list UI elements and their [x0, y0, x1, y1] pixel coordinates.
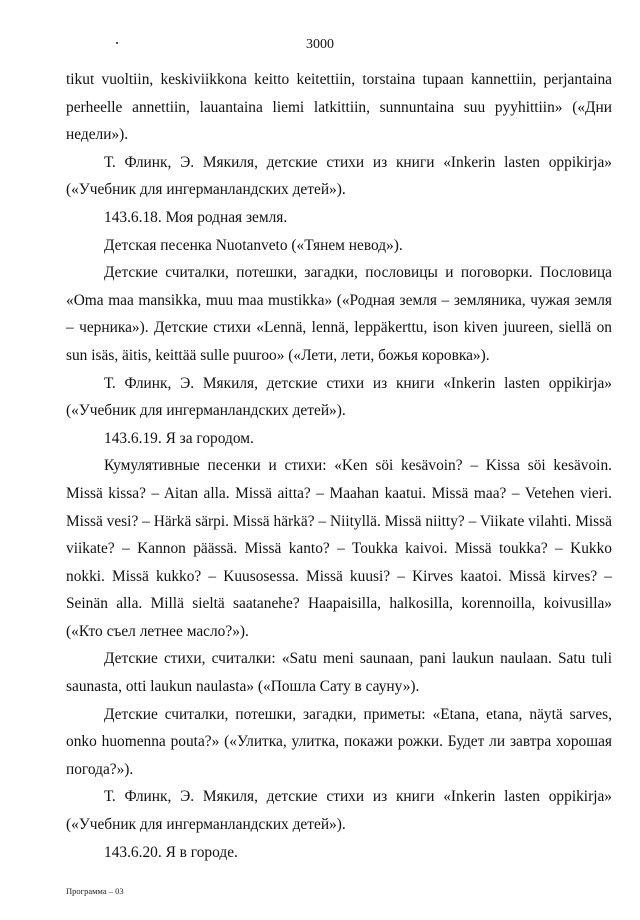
- page-number: 3000: [306, 37, 334, 52]
- section-heading-143-6-18: 143.6.18. Моя родная земля.: [104, 208, 288, 226]
- section-heading-143-6-20: 143.6.20. Я в городе.: [104, 843, 238, 861]
- paragraph-days-of-week-end: tikut vuoltiin, keskiviikkona keitto keitettiin, torstaina tupaan kannettiin, perjantaina perheelle annettiin, lauantaina liemi latkittiin, sunnuntaina suu pyyhittiin» («Дни недели»).: [66, 71, 612, 144]
- paragraph-satu-sauna: Детские стихи, считалки: «Satu meni saunaan, pani laukun naulaan. Satu tuli saunasta, otti laukun naulasta» («Пошла Сату в сауну»).: [66, 650, 612, 696]
- paragraph-source-citation: Т. Флинк, Э. Мякиля, детские стихи из книги «Inkerin lasten oppikirja» («Учебник для ингерманландских детей»).: [66, 788, 612, 834]
- section-heading-143-6-19: 143.6.19. Я за городом.: [104, 429, 254, 447]
- page-footer: Программа – 03: [66, 886, 124, 896]
- paragraph-song-nuotanveto: Детская песенка Nuotanveto («Тянем невод»).: [104, 236, 403, 254]
- body-text: [66, 66, 612, 866]
- paragraph-cumulative-songs: Кумулятивные песенки и стихи: «Ken söi kesävoin? – Kissa söi kesävoin. Missä kissa? – Aitan alla. Missä aitta? – Maahan kaatui. Missä maa? – Vetehen vieri. Missä vesi? – Härkä särpi. Missä härkä? – Niityllä. Missä niitty? – Viikate vilahti. Missä viikate? – Kannon päässä. Missä kanto? – Toukka kaivoi. Missä toukka? – Kukko nokki. Missä kukko? – Kuusosessa. Missä kuusi? – Kirves kaatoi. Missä kirves? – Seinän alla. Millä sieltä saatanehe? Haapaisilla, halkosilla, korennoilla, koivusilla» («Кто съел летнее масло?»).: [66, 457, 612, 640]
- paragraph-snail-rhyme: Детские считалки, потешки, загадки, приметы: «Etana, etana, näytä sarves, onko huomenna pouta?» («Улитка, улитка, покажи рожки. Будет ли завтра хорошая погода?»).: [66, 705, 612, 778]
- paragraph-proverbs-native-land: Детские считалки, потешки, загадки, пословицы и поговорки. Пословица «Oma maa mansikka, muu maa mustikka» («Родная земля – земляника, чужая земля – черника»). Детские стихи «Lennä, lennä, leppäkerttu, ison kiven juureen, siellä on sun isäs, äitis, keittää sulle puuroo» («Лети, лети, божья коровка»).: [66, 264, 612, 364]
- paragraph-source-citation: Т. Флинк, Э. Мякиля, детские стихи из книги «Inkerin lasten oppikirja» («Учебник для ингерманландских детей»).: [66, 374, 612, 420]
- paragraph-source-citation: Т. Флинк, Э. Мякиля, детские стихи из книги «Inkerin lasten oppikirja» («Учебник для ингерманландских детей»).: [66, 153, 612, 199]
